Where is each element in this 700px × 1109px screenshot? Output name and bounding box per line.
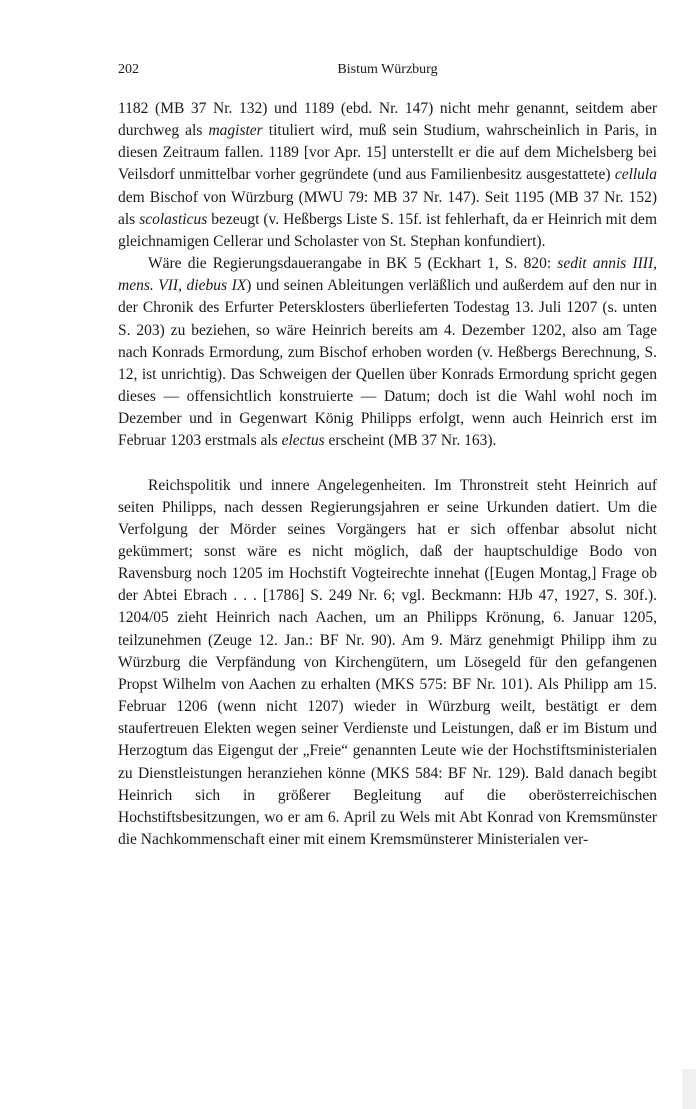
text-run: Im Thronstreit steht Heinrich auf seiten Philipps, nach dessen Regierungsjahren er seine Urkunden datiert. Um die Verfolgung der Mörder seines Vorgängers hat er sich offenbar absolut nicht gekümmert; sonst wäre es nicht möglich, daß der hauptschuldige Bodo von Ravensburg noch 1205 im Hochstift Vogteirechte innehat ([Eugen Montag,] Frage ob der Abtei Ebrach . . . [1786] S. 249 Nr. 6; vgl. Beckmann: HJb 47, 1927, S. 30f.). 1204/05 zieht Heinrich nach Aachen, um an Philipps Krönung, 6. Januar 1205, teilzunehmen (Zeuge 12. Jan.: BF Nr. 90). Am 9. März genehmigt Philipp ihm zu Würzburg die Verpfändung von Kirchengütern, um Lösegeld für den gefangenen Propst Wilhelm von Aachen zu erhalten (MKS 575: BF Nr. 101). Als Philipp am 15. Februar 1206 (wenn nicht 1207) wieder in Würzburg weilt, bestätigt er dem staufertreuen Elekten wegen seiner Verdienste und Leistungen, daß er im Bistum und Herzogtum das Eigengut der „Freie“ genannten Leute wie der Hochstiftsministerialen zu Dienstleistungen heranziehen könne (MKS 584: BF Nr. 129). Bald danach begibt Heinrich sich in größerer Begleitung auf die oberösterreichischen Hochstiftsbesitzungen, wo er am 6. April zu Wels mit Abt Konrad von Kremsmünster die Nachkommenschaft einer mit einem Kremsmünsterer Ministerialen ver- (118, 476, 658, 848)
italic-term: cellula (614, 166, 657, 184)
italic-term: sedit annis IIII, mens. VII, diebus IX (118, 255, 657, 295)
scan-edge-mark (682, 1069, 696, 1109)
italic-term: magister (208, 122, 263, 140)
text-run: tituliert wird, muß sein Studium, wahrscheinlich in Paris, in diesen Zeitraum fallen. 1189 [vor Apr. 15] unterstellt er die auf dem Michelsberg bei Veilsdorf unmittelbar vorher gegründete (und aus Familienbesitz ausgestattete) (118, 122, 657, 184)
text-run: dem Bischof von Würzburg (MWU 79: MB 37 Nr. 147). Seit 1195 (MB 37 Nr. 152) als (118, 188, 657, 228)
italic-term: electus (281, 432, 325, 450)
text-run: bezeugt (v. Heßbergs Liste S. 15f. ist fehlerhaft, da er Heinrich mit dem gleichnamigen Cellerar und Scholaster von St. Stephan konfundiert). (118, 210, 657, 250)
text-run: Wäre die Regierungsdauerangabe in BK 5 (Eckhart 1, S. 820: (148, 255, 558, 273)
paragraph-1 (118, 98, 657, 253)
section-gap (118, 453, 657, 475)
text-run: 1182 (MB 37 Nr. 132) und 1189 (ebd. Nr. 147) nicht mehr genannt, seitdem aber durchweg als (118, 100, 657, 140)
paragraph-2 (118, 253, 657, 452)
paragraph-reichspolitik (118, 475, 657, 852)
italic-term: scolasticus (139, 210, 208, 228)
running-title: Bistum Würzburg (337, 62, 438, 77)
page-number: 202 (118, 62, 139, 77)
text-run: ) und seinen Ableitungen verläßlich und außerdem auf den nur in der Chronik des Erfurter Petersklosters überlieferten Todestag 13. Juli 1207 (s. unten S. 203) zu beziehen, so wäre Heinrich bereits am 4. Dezember 1202, also am Tage nach Konrads Ermordung, zum Bischof erhoben worden (v. Heßbergs Berechnung, S. 12, ist unrichtig). Das Schweigen der Quellen über Konrads Ermordung spricht gegen dieses — offensichtlich konstruierte — Datum; doch ist die Wahl wohl noch im Dezember und in Gegenwart König Philipps erfolgt, wenn auch Heinrich erst im Februar 1203 erstmals als (118, 277, 657, 450)
text-run: erscheint (MB 37 Nr. 163). (324, 432, 497, 450)
document-page (118, 62, 657, 851)
section-heading: Reichspolitik und innere Angelegenheiten. (148, 476, 426, 494)
page-header (118, 62, 657, 84)
